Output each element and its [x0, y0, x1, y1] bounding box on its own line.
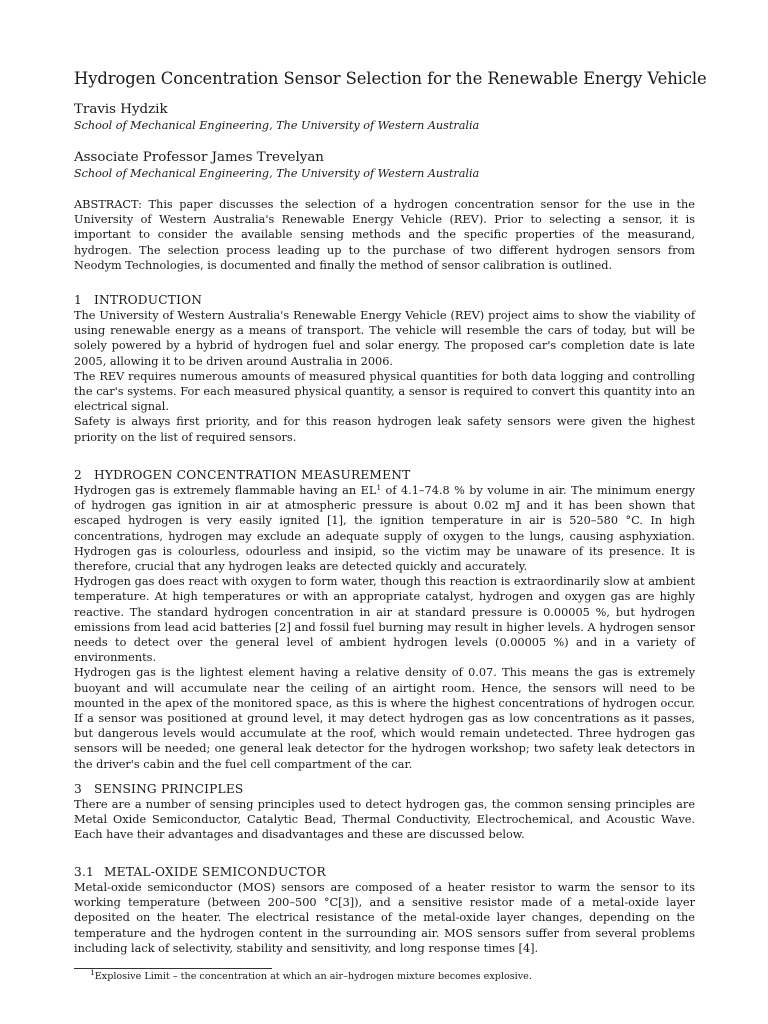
- paragraph: Hydrogen gas does react with oxygen to form water, though this reaction is extraordinarily slow at ambient temperature. At high temperatures or with an appropriate catalyst, hydrogen and oxygen gas are highly reactive. The standard hydrogen concentration in air at standard pressure is 0.00005 %, but hydrogen emissions from lead acid batteries [2] and fossil fuel burning may result in higher levels. A hydrogen sensor needs to detect over the general level of ambient hydrogen levels (0.00005 %) and in a variety of environments.: [74, 575, 695, 665]
- paragraph: There are a number of sensing principles used to detect hydrogen gas, the common sensing principles are Metal Oxide Semiconductor, Catalytic Bead, Thermal Conductivity, Electrochemical, and Acoustic Wave. Each have their advantages and disadvantages and these are discussed below.: [74, 798, 695, 842]
- section-title: METAL-OXIDE SEMICONDUCTOR: [104, 865, 326, 879]
- section-number: 2: [74, 468, 82, 482]
- author-affiliation: School of Mechanical Engineering, The University of Western Australia: [74, 119, 480, 132]
- paragraph: Hydrogen gas is the lightest element having a relative density of 0.07. This means the gas is extremely buoyant and will accumulate near the ceiling of an airtight room. Hence, the sensors will need to be mounted in the apex of the monitored space, as this is where the highest concentrations of hydrogen occur. If a sensor was positioned at ground level, it may detect hydrogen gas as low concentrations as it passes, but dangerous levels would accumulate at the roof, which would remain undetected. Three hydrogen gas sensors will be needed; one general leak detector for the hydrogen workshop; two safety leak detectors in the driver's cabin and the fuel cell compartment of the car.: [74, 666, 695, 771]
- section-heading: [74, 467, 695, 483]
- section-heading: [74, 864, 695, 880]
- paragraph: Metal-oxide semiconductor (MOS) sensors are composed of a heater resistor to warm the sensor to its working temperature (between 200–500 °C[3]), and a sensitive resistor made of a metal-oxide layer deposited on the heater. The electrical resistance of the metal-oxide layer changes, depending on the temperature and the hydrogen content in the surrounding air. MOS sensors suffer from several problems including lack of selectivity, stability and sensitivity, and long response times [4].: [74, 881, 695, 955]
- abstract: ABSTRACT: This paper discusses the selection of a hydrogen concentration sensor for the use in the University of Western Australia's Renewable Energy Vehicle (REV). Prior to selecting a sensor, it is important to consider the available sensing methods and the specific properties of the measurand, hydrogen. The selection process leading up to the purchase of two different hydrogen sensors from Neodym Technologies, is documented and finally the method of sensor calibration is outlined.: [74, 198, 695, 272]
- paragraph: [74, 483, 695, 574]
- section-introduction: [74, 292, 695, 445]
- author-name: Associate Professor James Trevelyan: [74, 150, 324, 165]
- footnote-text: Explosive Limit – the concentration at which an air–hydrogen mixture becomes explosive.: [94, 971, 532, 982]
- section-number: 3.1: [74, 865, 94, 879]
- section-sensing-principles: [74, 781, 695, 843]
- section-heading: [74, 292, 695, 308]
- author-affiliation: School of Mechanical Engineering, The University of Western Australia: [74, 167, 480, 180]
- text-run: Hydrogen gas is extremely flammable having an EL: [74, 484, 377, 497]
- author-name: Travis Hydzik: [74, 102, 168, 117]
- author-block-2: [74, 149, 695, 181]
- section-hydrogen-measurement: [74, 467, 695, 772]
- text-run: of 4.1–74.8 % by volume in air. The minimum energy of hydrogen gas ignition in air at atmospheric pressure is about 0.02 mJ and it has been shown that escaped hydrogen is very easily ignited [1], the ignition temperature in air is 520–580 °C. In high concentrations, hydrogen may exclude an adequate supply of oxygen to the lungs, causing asphyxiation. Hydrogen gas is colourless, odourless and insipid, so the victim may be unaware of its presence. It is therefore, crucial that any hydrogen leaks are detected quickly and accurately.: [74, 484, 695, 574]
- paper-title: Hydrogen Concentration Sensor Selection for the Renewable Energy Vehicle: [74, 69, 707, 88]
- author-block-1: [74, 101, 695, 133]
- section-heading: [74, 781, 695, 797]
- section-metal-oxide: [74, 864, 695, 956]
- paragraph: The REV requires numerous amounts of measured physical quantities for both data logging and controlling the car's systems. For each measured physical quantity, a sensor is required to convert this quantity into an electrical signal.: [74, 369, 695, 414]
- footnote: [90, 968, 690, 983]
- section-number: 1: [74, 293, 82, 307]
- footnote-divider: [74, 968, 272, 969]
- footnote-ref: 1: [376, 483, 382, 492]
- section-number: 3: [74, 782, 82, 796]
- section-title: HYDROGEN CONCENTRATION MEASUREMENT: [94, 468, 411, 482]
- footnote-mark: 1: [90, 968, 95, 977]
- paragraph: The University of Western Australia's Renewable Energy Vehicle (REV) project aims to show the viability of using renewable energy as a means of transport. The vehicle will resemble the cars of today, but will be solely powered by a hybrid of hydrogen fuel and solar energy. The proposed car's completion date is late 2005, allowing it to be driven around Australia in 2006.: [74, 309, 695, 368]
- section-title: SENSING PRINCIPLES: [94, 782, 244, 796]
- paragraph: Safety is always first priority, and for this reason hydrogen leak safety sensors were given the highest priority on the list of required sensors.: [74, 415, 695, 444]
- section-title: INTRODUCTION: [94, 293, 203, 307]
